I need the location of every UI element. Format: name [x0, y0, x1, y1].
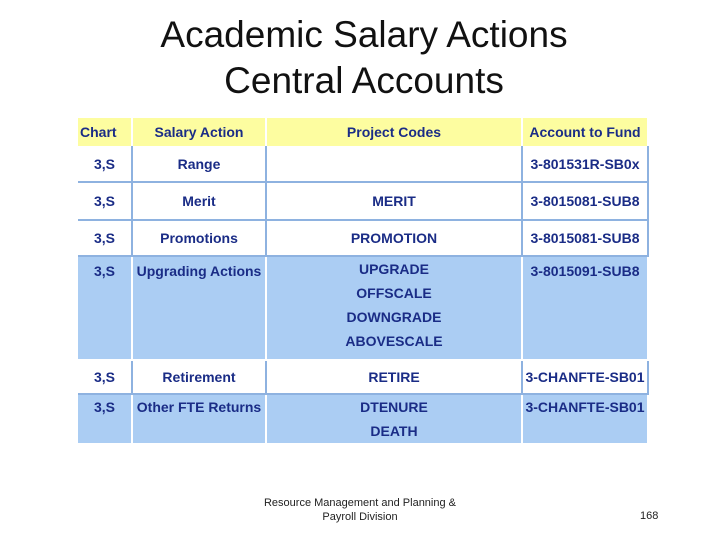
project-codes-cell: MERIT [266, 182, 522, 220]
table-row [78, 360, 648, 394]
project-codes-cell [266, 394, 522, 444]
project-code: OFFSCALE [356, 285, 432, 301]
project-codes-cell: PROMOTION [266, 220, 522, 256]
title-line-2: Central Accounts [224, 60, 504, 101]
chart-cell: 3,S [78, 360, 132, 394]
table-row [78, 146, 648, 182]
table-row [78, 394, 648, 444]
chart-cell: 3,S [78, 394, 132, 444]
footer-text [240, 496, 480, 524]
table-row [78, 182, 648, 220]
salary-action-cell: Promotions [132, 220, 266, 256]
chart-cell: 3,S [78, 182, 132, 220]
header-salary-action: Salary Action [132, 118, 266, 146]
slide-title [0, 12, 720, 104]
account-cell: 3-CHANFTE-SB01 [522, 394, 648, 444]
account-cell: 3-8015081-SUB8 [522, 220, 648, 256]
salary-action-cell: Range [132, 146, 266, 182]
project-code: DEATH [370, 423, 418, 439]
table-row [78, 256, 648, 360]
salary-action-cell: Other FTE Returns [132, 394, 266, 444]
footer-line-2: Payroll Division [322, 511, 398, 523]
chart-cell: 3,S [78, 220, 132, 256]
page-number: 168 [640, 510, 659, 522]
salary-action-cell: Upgrading Actions [132, 256, 266, 360]
project-code: UPGRADE [358, 261, 429, 277]
project-code: ABOVESCALE [345, 333, 443, 349]
chart-cell: 3,S [78, 146, 132, 182]
salary-action-cell: Merit [132, 182, 266, 220]
project-code: DTENURE [360, 399, 428, 415]
table-row [78, 220, 648, 256]
header-chart: Chart [78, 118, 132, 146]
footer-line-1: Resource Management and Planning & [263, 497, 456, 509]
project-codes-cell: RETIRE [266, 360, 522, 394]
account-cell: 3-8015091-SUB8 [522, 256, 648, 360]
account-cell: 3-CHANFTE-SB01 [522, 360, 648, 394]
project-codes-cell [266, 256, 522, 360]
salary-actions-table [78, 118, 649, 445]
salary-action-cell: Retirement [132, 360, 266, 394]
header-account-to-fund: Account to Fund [522, 118, 648, 146]
title-line-1: Academic Salary Actions [160, 14, 568, 55]
table-header-row [78, 118, 648, 146]
account-cell: 3-801531R-SB0x [522, 146, 648, 182]
account-cell: 3-8015081-SUB8 [522, 182, 648, 220]
chart-cell: 3,S [78, 256, 132, 360]
project-codes-cell [266, 146, 522, 182]
project-code: DOWNGRADE [346, 309, 442, 325]
header-project-codes: Project Codes [266, 118, 522, 146]
